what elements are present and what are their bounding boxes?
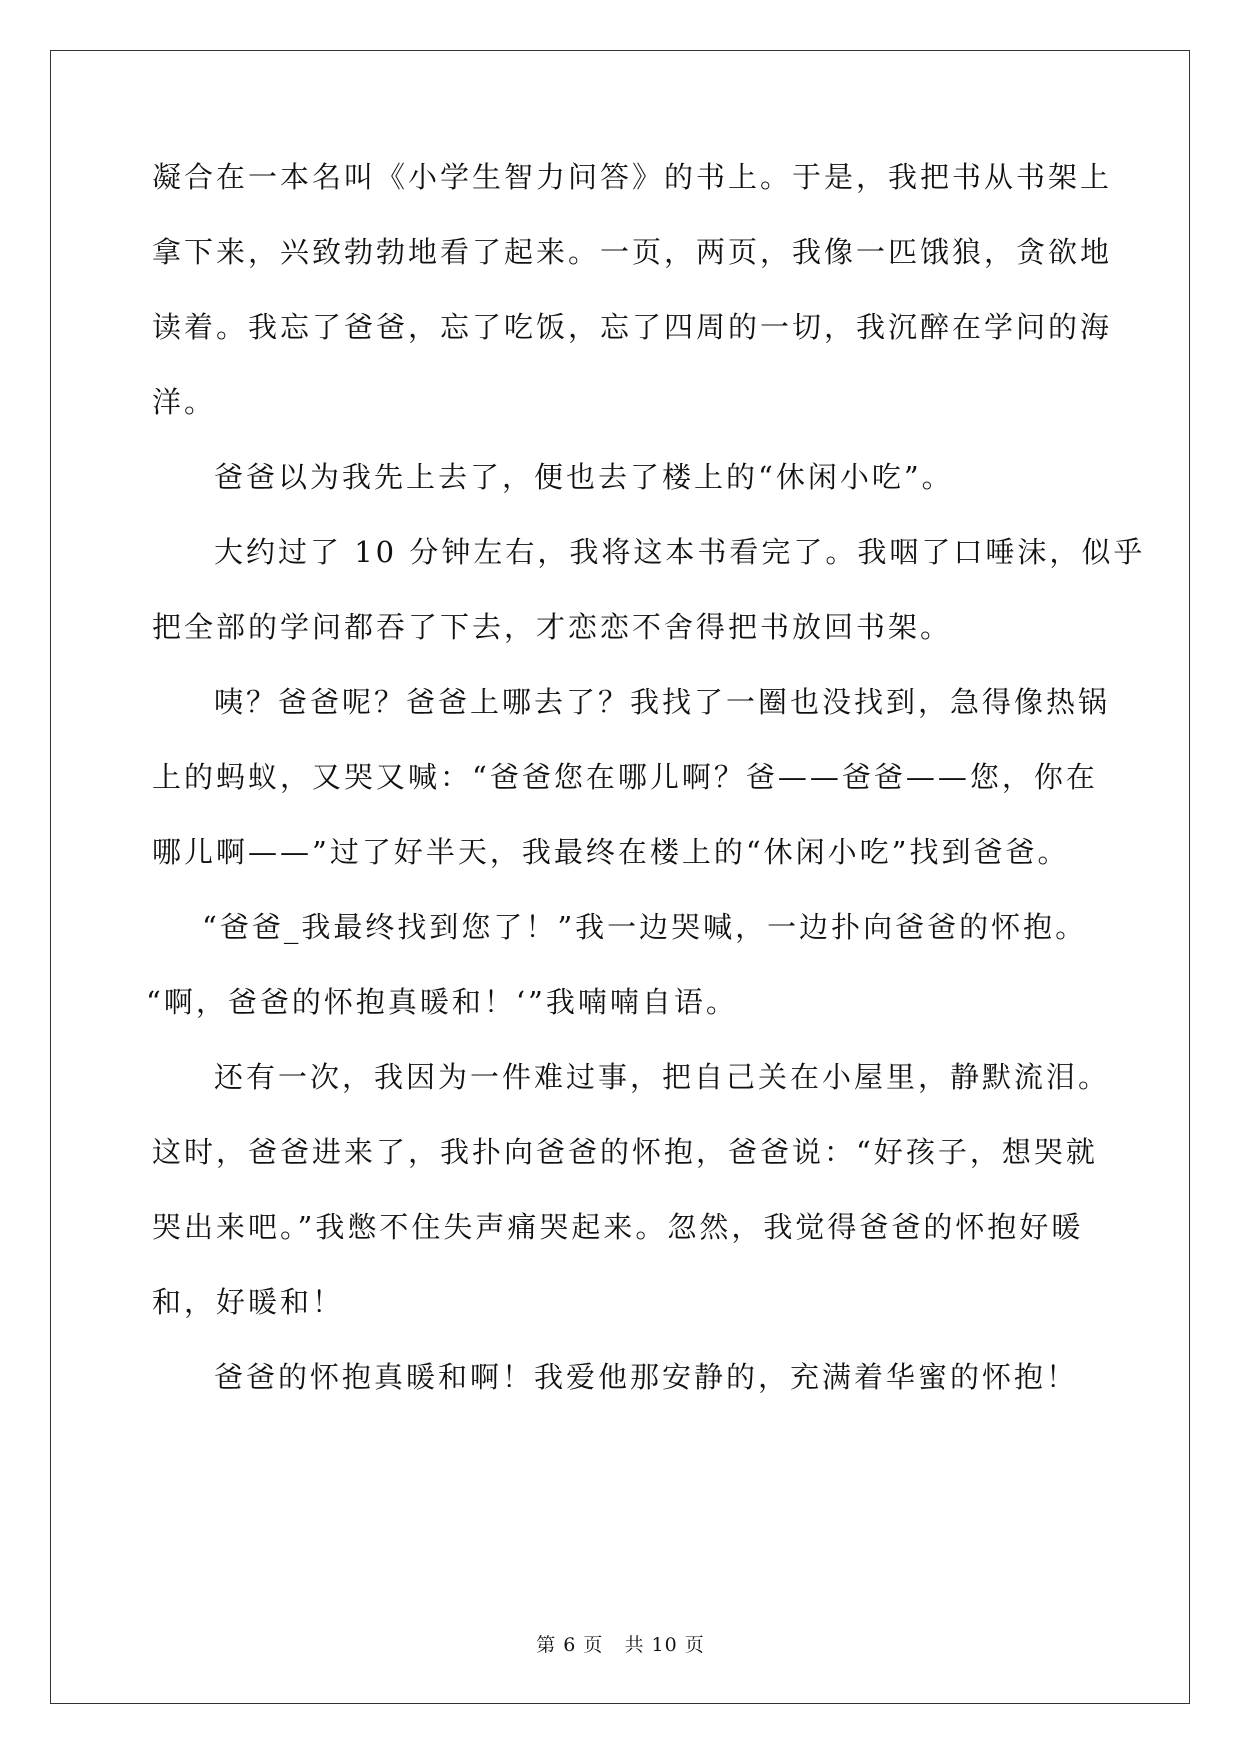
text-line: 咦？爸爸呢？爸爸上哪去了？我找了一圈也没找到，急得像热锅	[214, 685, 1111, 719]
text-line: 凝合在一本名叫《小学生智力问答》的书上。于是，我把书从书架上	[152, 160, 1113, 194]
text-line: 大约过了 10 分钟左右，我将这本书看完了。我咽了口唾沫，似乎	[214, 535, 1146, 569]
text-line: 这时，爸爸进来了，我扑向爸爸的怀抱，爸爸说：“好孩子，想哭就	[152, 1135, 1098, 1169]
text-line: 读着。我忘了爸爸，忘了吃饭，忘了四周的一切，我沉醉在学问的海	[152, 310, 1113, 344]
text-line: 哪儿啊——”过了好半天，我最终在楼上的“休闲小吃”找到爸爸。	[152, 835, 1070, 869]
text-line: 爸爸的怀抱真暖和啊！我爱他那安静的，充满着华蜜的怀抱！	[214, 1360, 1079, 1394]
text-line: 洋。	[152, 385, 217, 419]
text-line: “爸爸_我最终找到您了！”我一边哭喊，一边扑向爸爸的怀抱。	[202, 910, 1088, 944]
text-line: 上的蚂蚁，又哭又喊：“爸爸您在哪儿啊？爸——爸爸——您，你在	[152, 760, 1098, 794]
text-line: 拿下来，兴致勃勃地看了起来。一页，两页，我像一匹饿狼，贪欲地	[152, 235, 1113, 269]
text-line: 还有一次，我因为一件难过事，把自己关在小屋里，静默流泪。	[214, 1060, 1111, 1094]
page-number-footer: 第 6 页 共 10 页	[536, 1634, 705, 1656]
text-line: 爸爸以为我先上去了，便也去了楼上的“休闲小吃”。	[214, 460, 954, 494]
text-line: 哭出来吧。”我憋不住失声痛哭起来。忽然，我觉得爸爸的怀抱好暖	[152, 1210, 1084, 1244]
page-border	[50, 50, 1190, 1704]
text-line: “啊，爸爸的怀抱真暖和！‘”我喃喃自语。	[146, 985, 738, 1019]
text-line: 把全部的学问都吞了下去，才恋恋不舍得把书放回书架。	[152, 610, 953, 644]
text-line: 和，好暖和！	[152, 1285, 345, 1319]
